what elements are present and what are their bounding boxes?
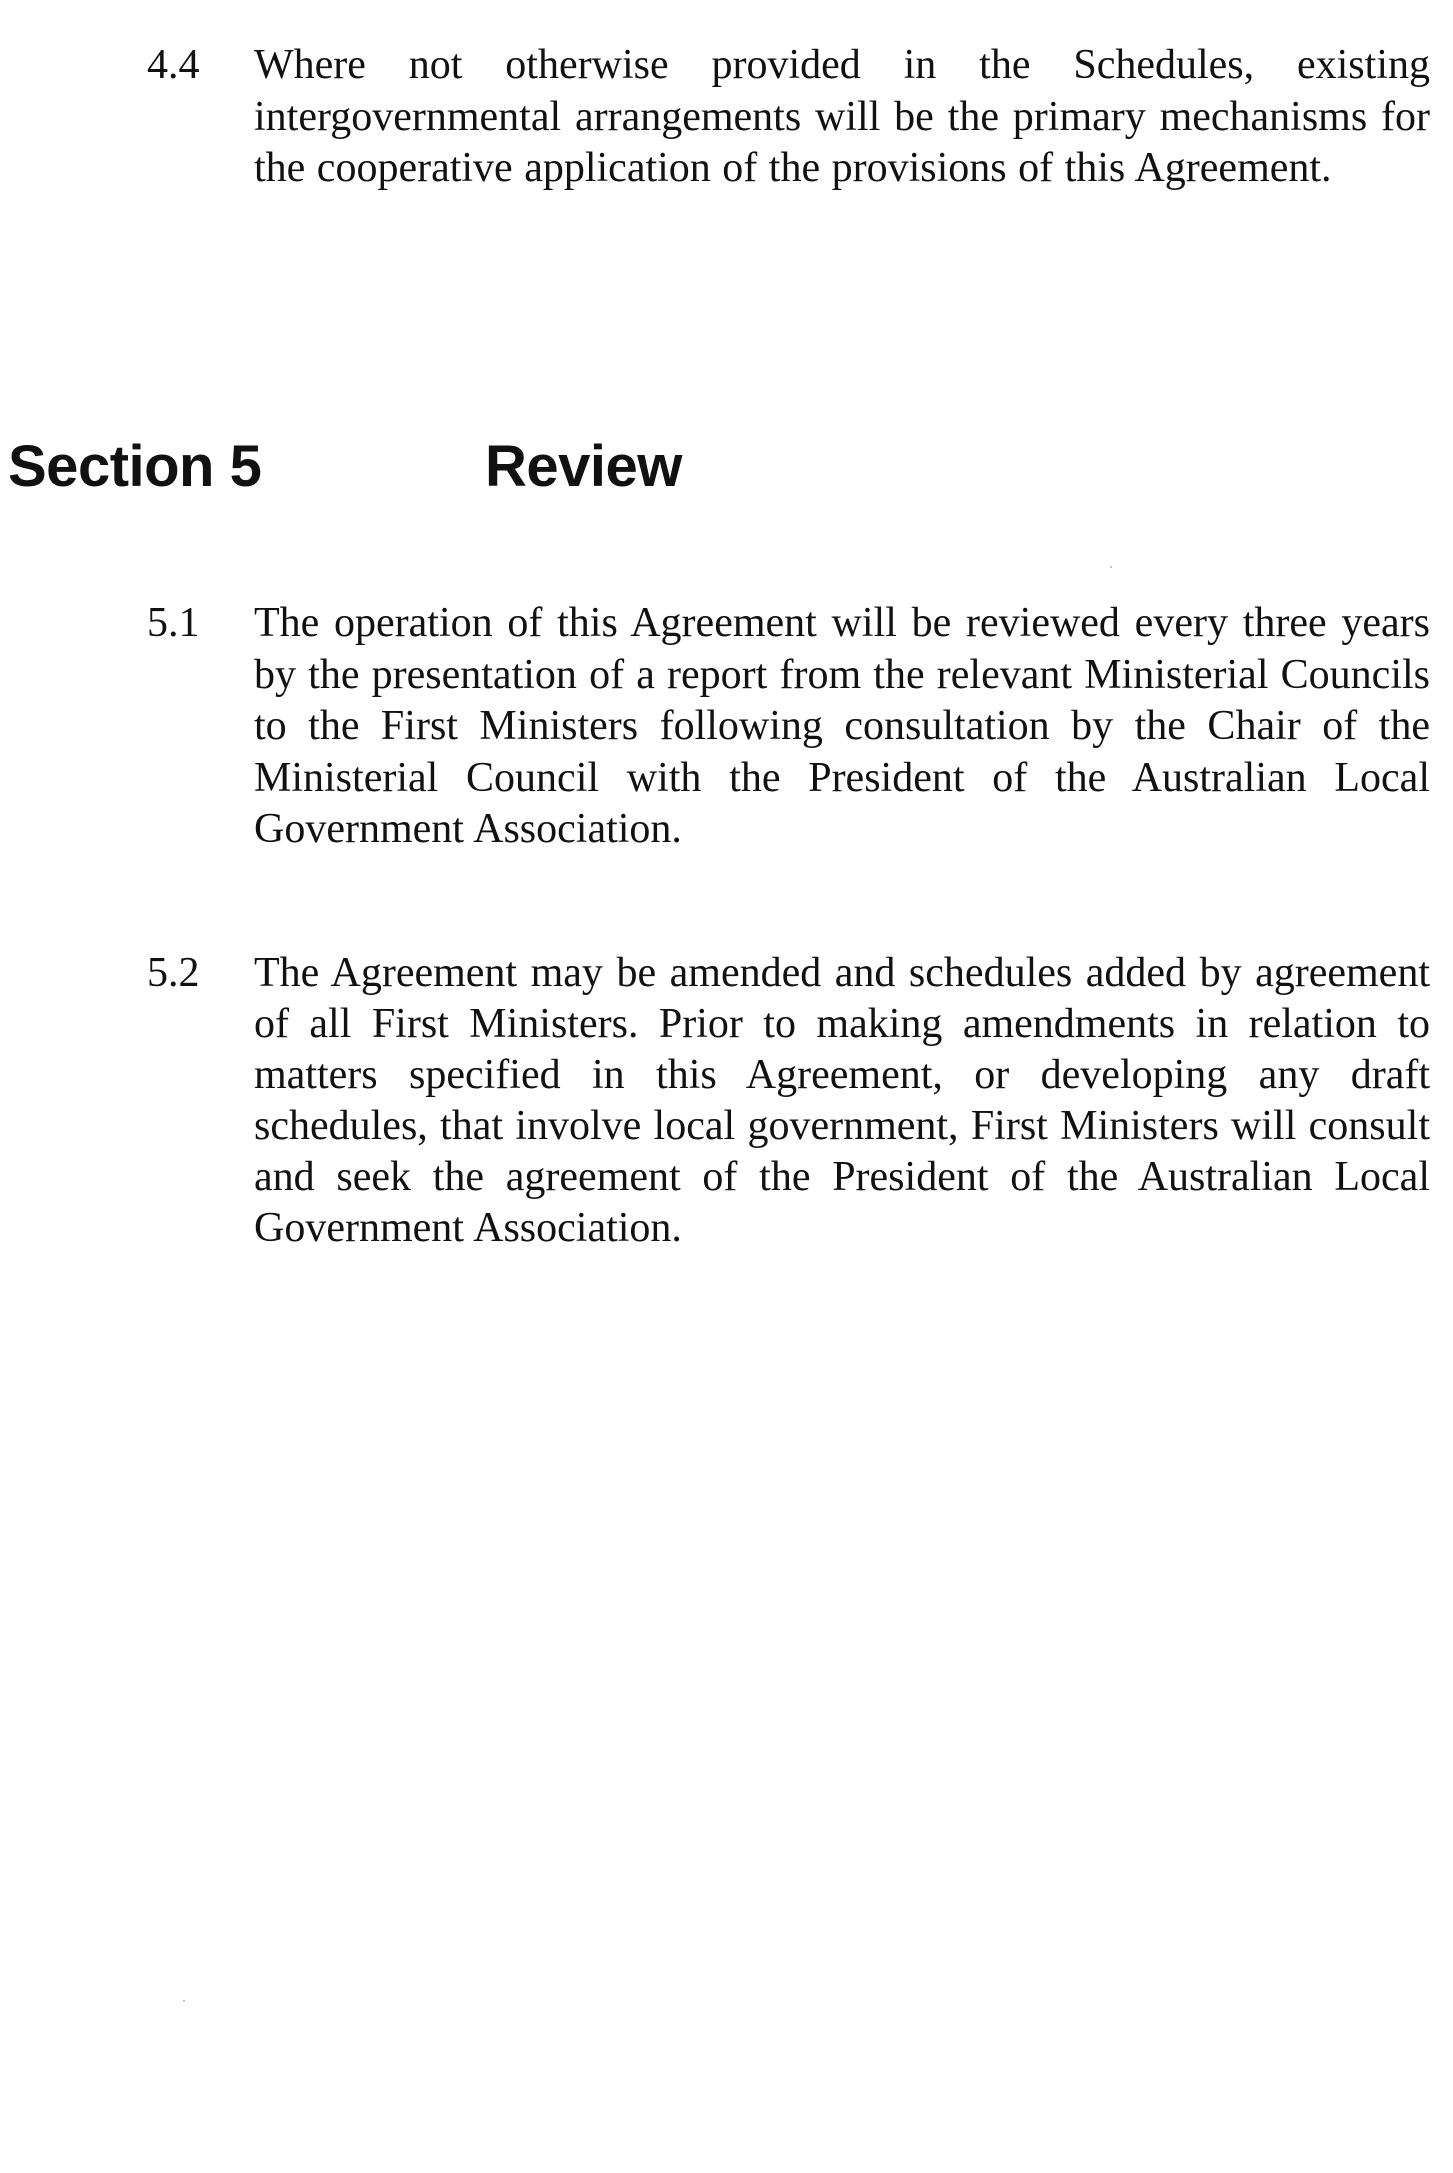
section-label: Section 5 xyxy=(8,434,262,499)
clause-text: Where not otherwise provided in the Schedules, existing intergovernmental arrangements will be the primary mechanisms for the cooperative application of the provisions of this Agreement. xyxy=(254,42,1430,191)
scan-speck xyxy=(183,2000,185,2002)
section-title: Review xyxy=(485,434,682,499)
clause-number: 5.2 xyxy=(147,950,200,996)
section-heading xyxy=(0,432,1453,502)
clause-text: The operation of this Agreement will be reviewed every three years by the presentation of a report from the relevant Ministerial Councils to the First Ministers following consultation by the Chair of the Ministerial Council with the President of the Australian Local Government Association. xyxy=(254,600,1430,852)
scan-speck xyxy=(1110,566,1112,568)
clause-text: The Agreement may be amended and schedules added by agreement of all First Ministers. Prior to making amendments in relation to matters specified in this Agreement, or developing any draft schedules, that involve local government, First Ministers will consult and seek the agreement of the President of the Australian Local Government Association. xyxy=(254,950,1430,1251)
clause-number: 4.4 xyxy=(147,42,200,88)
clause-number: 5.1 xyxy=(147,600,200,646)
